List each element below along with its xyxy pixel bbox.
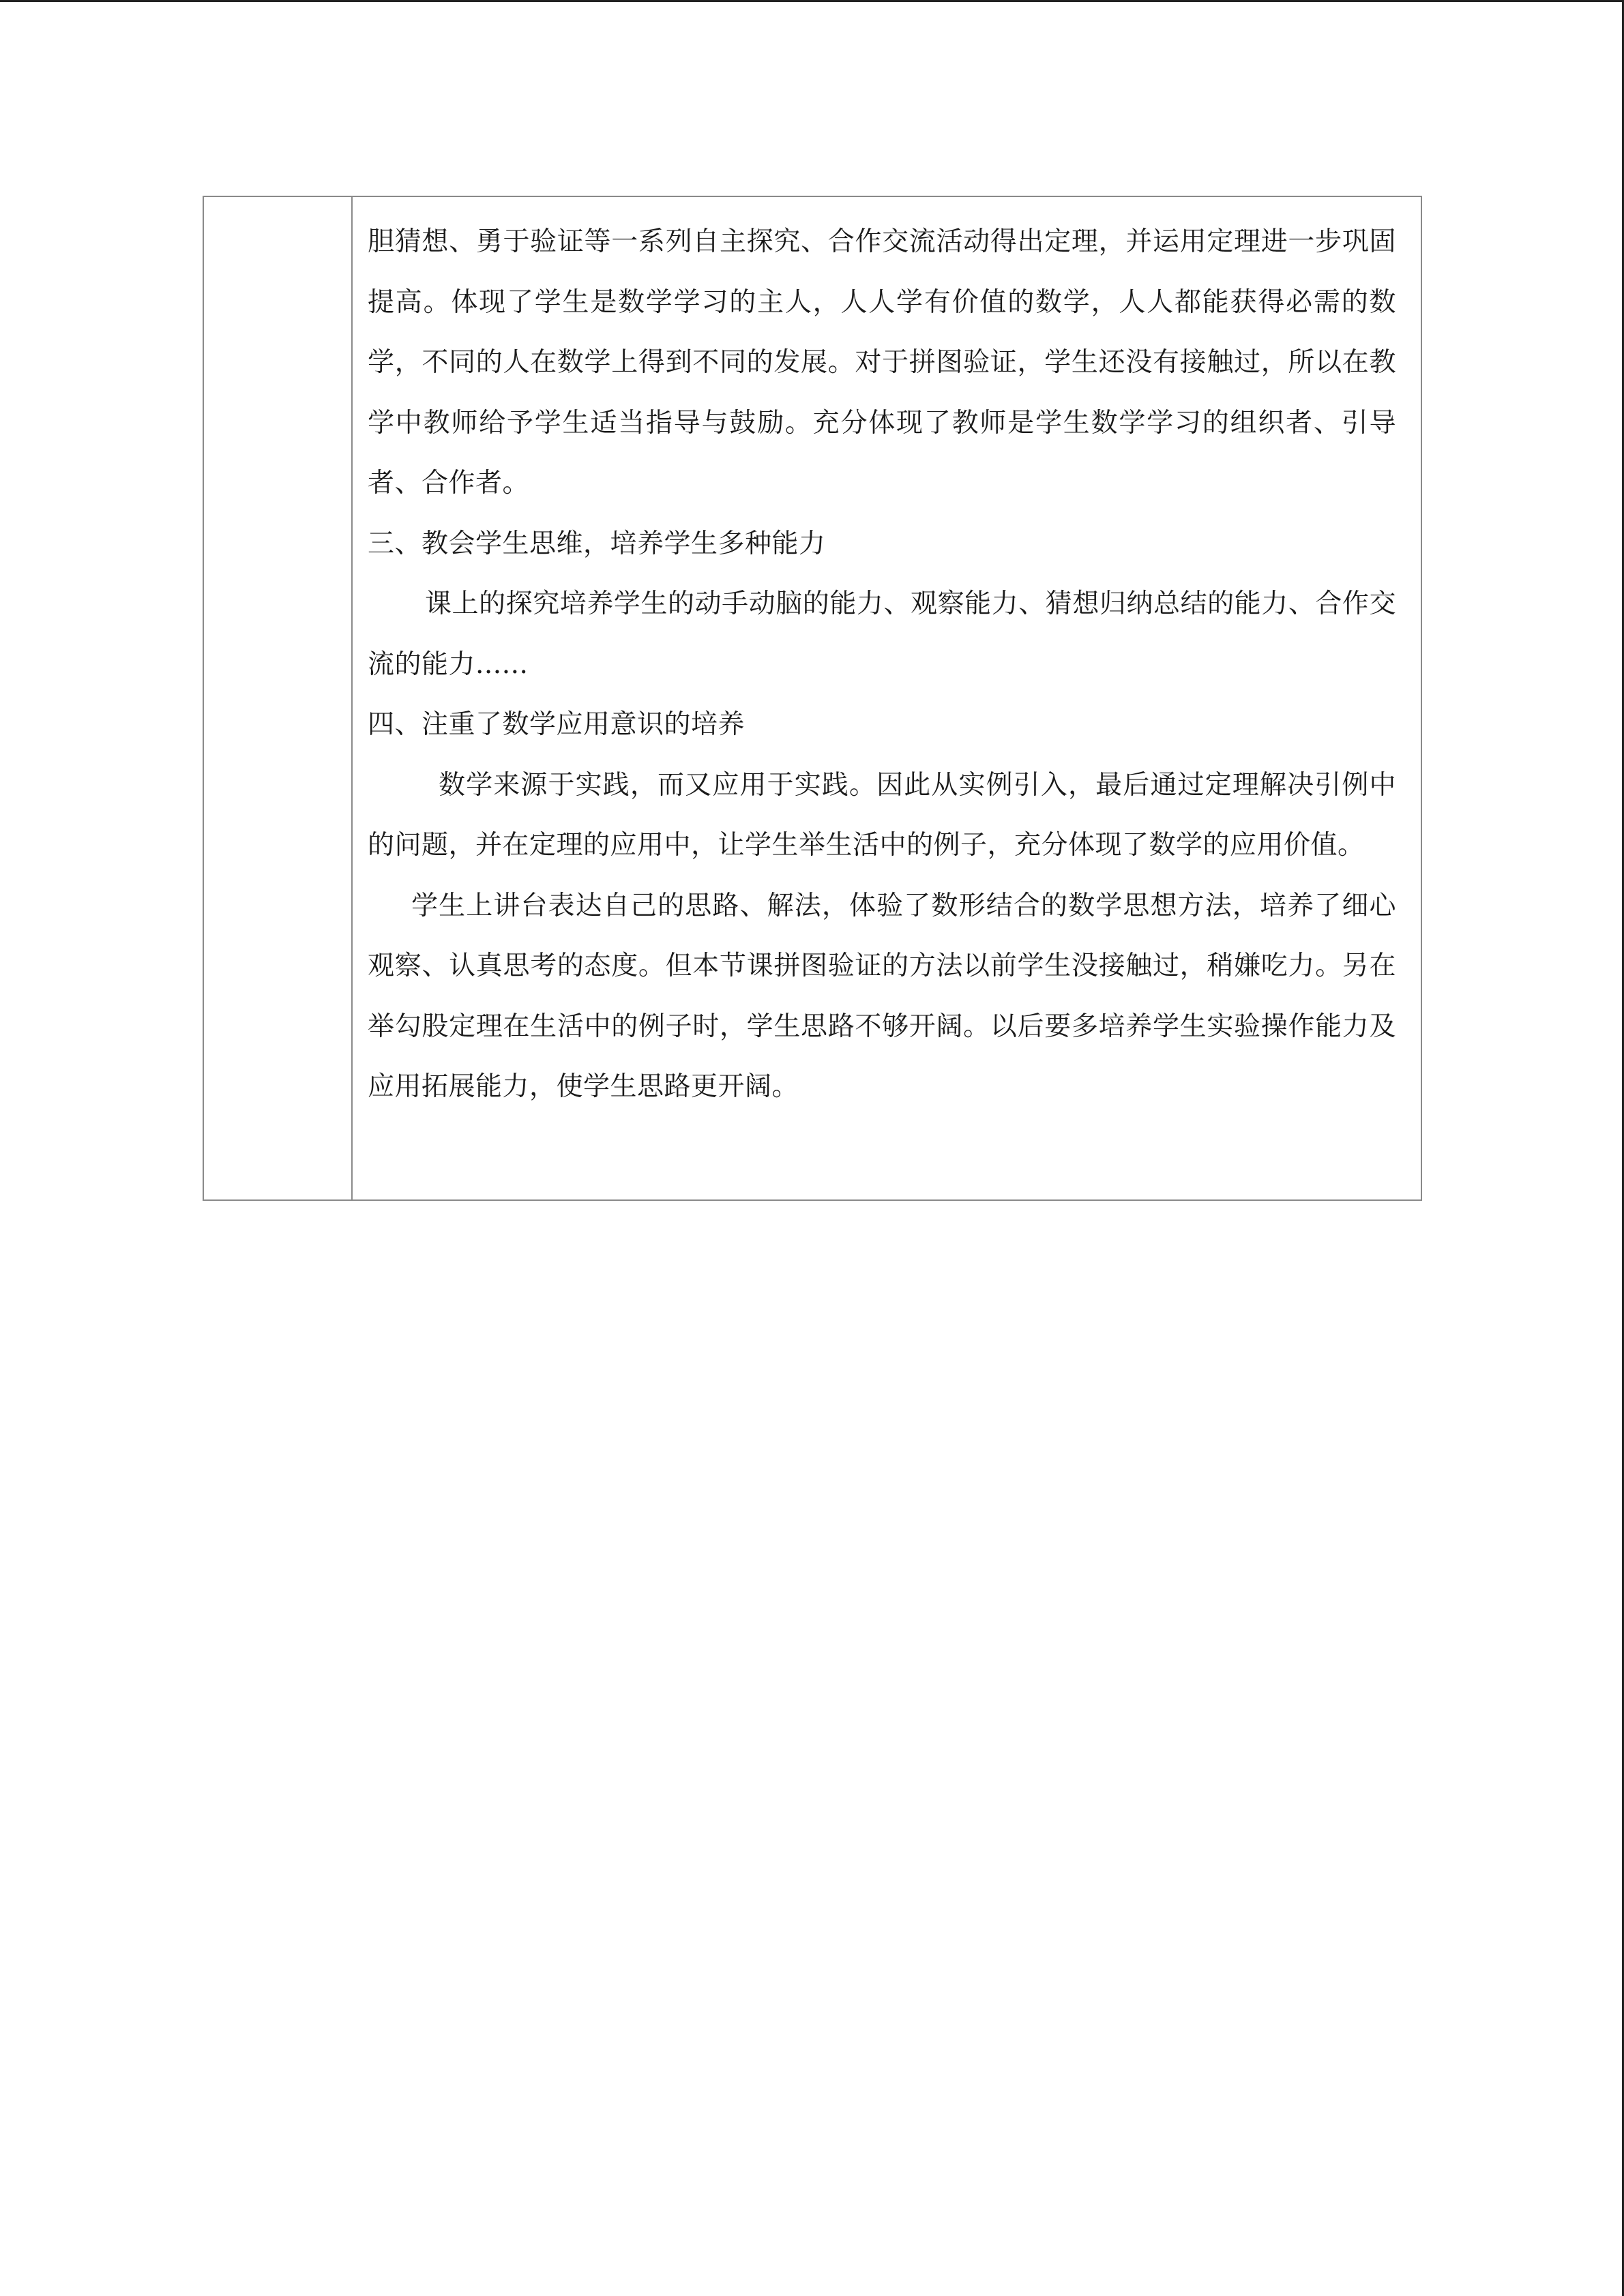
reflection-table (203, 196, 1422, 1201)
table-content-cell (353, 197, 1421, 1199)
paragraph-abilities: 课上的探究培养学生的动手动脑的能力、观察能力、猜想归纳总结的能力、合作交流的能力...... (368, 588, 1396, 680)
paragraph-student-subject: 胆猜想、勇于验证等一系列自主探究、合作交流活动得出定理，并运用定理进一步巩固提高。体现了学生是数学学习的主人，人人学有价值的数学，人人都能获得必需的数学，不同的人在数学上得到不同的发展。对于拼图验证，学生还没有接触过，所以在教学中教师给予学生适当指导与鼓励。充分体现了教师是学生数学学习的组织者、引导者、合作者。 (368, 226, 1396, 498)
section-heading-application: 四、注重了数学应用意识的培养 (368, 709, 745, 740)
table-label-cell (204, 197, 353, 1199)
paragraph-practice: 数学来源于实践，而又应用于实践。因此从实例引入，最后通过定理解决引例中的问题，并在定理的应用中，让学生举生活中的例子，充分体现了数学的应用价值。 (368, 769, 1396, 861)
section-heading-thinking: 三、教会学生思维，培养学生多种能力 (368, 528, 826, 559)
paragraph-reflection: 学生上讲台表达自己的思路、解法，体验了数形结合的数学思想方法，培养了细心观察、认真思考的态度。但本节课拼图验证的方法以前学生没接触过，稍嫌吃力。另在举勾股定理在生活中的例子时，学生思路不够开阔。以后要多培养学生实验操作能力及应用拓展能力，使学生思路更开阔。 (368, 890, 1396, 1102)
